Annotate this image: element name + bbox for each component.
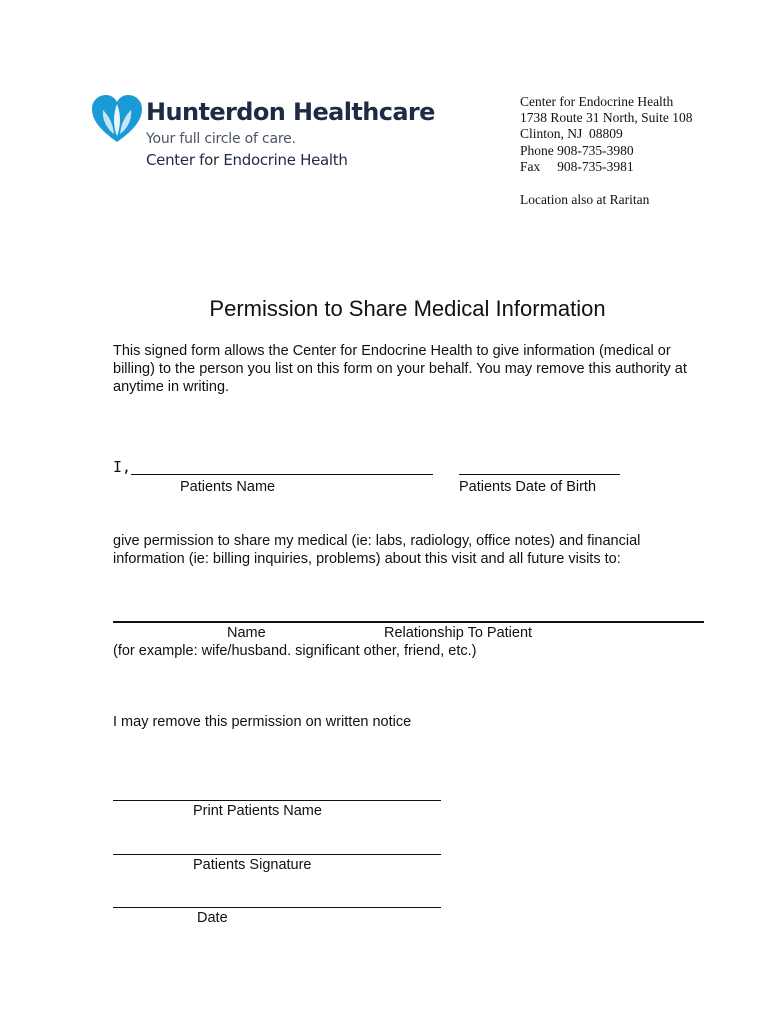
remove-notice: I may remove this permission on written notice (113, 714, 412, 730)
patient-dob-field[interactable] (459, 474, 620, 475)
form-title: Permission to Share Medical Information (209, 296, 606, 321)
print-name-label: Print Patients Name (193, 803, 322, 819)
relationship-label: Relationship To Patient (384, 625, 533, 641)
patient-prefix: I, (113, 458, 132, 476)
print-name-field[interactable] (113, 800, 441, 801)
signature-label: Patients Signature (193, 857, 312, 873)
brand-tagline: Your full circle of care. (146, 131, 296, 147)
date-field[interactable] (113, 907, 441, 908)
recipient-field[interactable] (113, 621, 704, 623)
heart-leaf-icon (90, 92, 144, 146)
address-line-2: 1738 Route 31 North, Suite 108 (520, 110, 693, 125)
location-note: Location also at Raritan (520, 192, 650, 207)
brand-department: Center for Endocrine Health (146, 151, 348, 169)
example-text: (for example: wife/husband. significant other, friend, etc.) (113, 643, 477, 659)
address-fax: Fax 908-735-3981 (520, 159, 634, 174)
address-line-3: Clinton, NJ 08809 (520, 126, 623, 141)
signature-field[interactable] (113, 854, 441, 855)
permission-paragraph: give permission to share my medical (ie: labs, radiology, office notes) and financial information (ie: billing inquiries, problems) about this visit and all future visits to: (113, 533, 641, 567)
patient-name-label: Patients Name (180, 479, 276, 495)
date-label: Date (197, 910, 228, 926)
address-line-1: Center for Endocrine Health (520, 94, 674, 109)
patient-name-field[interactable] (131, 474, 433, 475)
address-phone: Phone 908-735-3980 (520, 143, 634, 158)
brand-name: Hunterdon Healthcare (146, 98, 435, 126)
patient-dob-label: Patients Date of Birth (459, 479, 597, 495)
intro-paragraph: This signed form allows the Center for Endocrine Health to give information (medical or billing) to the person you list on this form on your behalf. You may remove this authority at anytime in writing. (113, 343, 687, 395)
recipient-name-label: Name (227, 625, 266, 641)
